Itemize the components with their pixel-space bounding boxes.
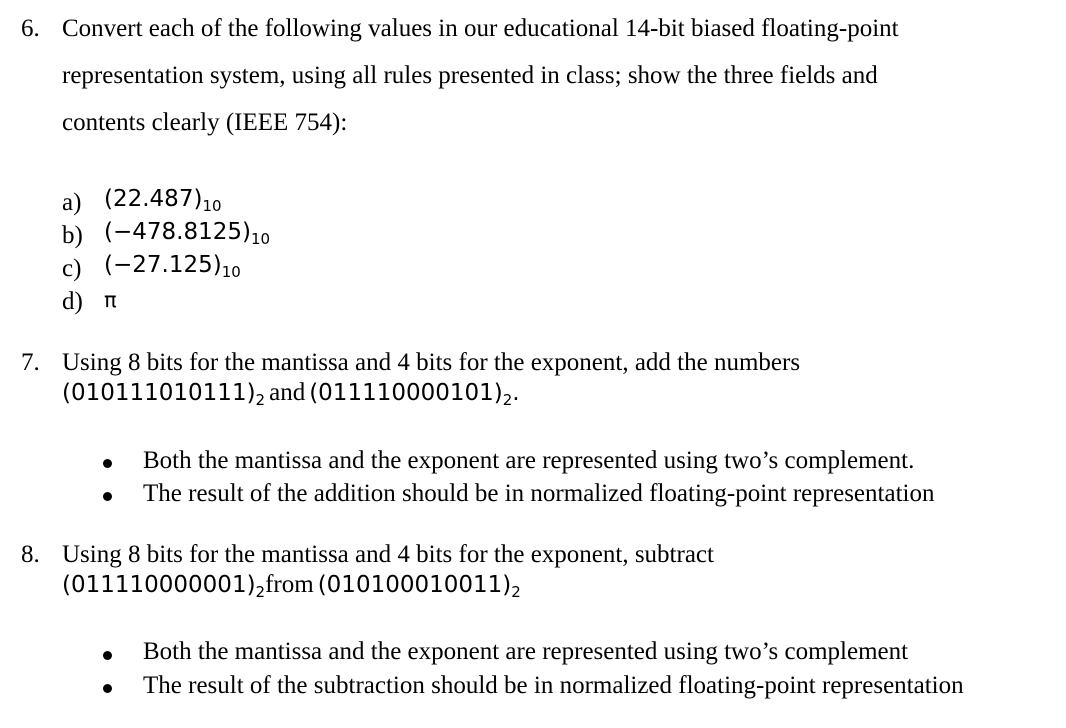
q6-item-c-value: $(-27.125)_{10}$ [104, 252, 241, 281]
q8-bullet-dot-2 [103, 684, 112, 693]
q6-number: 6. [21, 15, 40, 42]
q8-operands [62, 571, 521, 601]
q6-item-d-label: d) [62, 288, 83, 315]
q6-text-line3: contents clearly (IEEE 754): [62, 109, 348, 136]
q6-text-line2: representation system, using all rules presented in class; show the three fields and [62, 62, 878, 89]
q7-bullet-1: Both the mantissa and the exponent are represented using two’s complement. [143, 447, 915, 474]
q7-operand2: $(011110000101)_2$ [309, 380, 513, 409]
q7-bullet-2: The result of the addition should be in normalized floating-point representation [143, 480, 935, 507]
q8-bullet-2: The result of the subtraction should be in normalized floating-point representation [143, 672, 964, 699]
q7-joiner: and [269, 379, 306, 406]
q7-operands [62, 379, 520, 409]
q8-bullet-dot-1 [103, 651, 112, 660]
q6-item-a-label: a) [62, 189, 82, 216]
q6-item-a-value: $(22.487)_{10}$ [104, 186, 222, 215]
q7-operand1: $(010111010111)_2$ [62, 380, 266, 409]
q6-item-c-label: c) [62, 255, 82, 282]
q8-number: 8. [21, 541, 40, 568]
q8-text-line1: Using 8 bits for the mantissa and 4 bits for the exponent, subtract [62, 541, 714, 568]
q7-end-period: . [512, 380, 520, 406]
q6-item-b-value: $(-478.8125)_{10}$ [104, 219, 271, 248]
q6-item-b-label: b) [62, 222, 83, 249]
q6-text-line1: Convert each of the following values in our educational 14-bit biased floating-point [62, 15, 899, 42]
q8-joiner: from [265, 571, 314, 598]
q6-item-d-value: π [104, 288, 117, 312]
q8-bullet-1: Both the mantissa and the exponent are represented using two’s complement [143, 638, 909, 665]
q7-bullet-dot-2 [103, 492, 112, 501]
q8-operand2: $(010100010011)_2$ [317, 572, 521, 601]
q7-number: 7. [21, 349, 40, 376]
q7-bullet-dot-1 [103, 459, 112, 468]
q7-text-line1: Using 8 bits for the mantissa and 4 bits for the exponent, add the numbers [62, 349, 801, 376]
q8-operand1: $(011110000001)_2$ [62, 572, 266, 601]
